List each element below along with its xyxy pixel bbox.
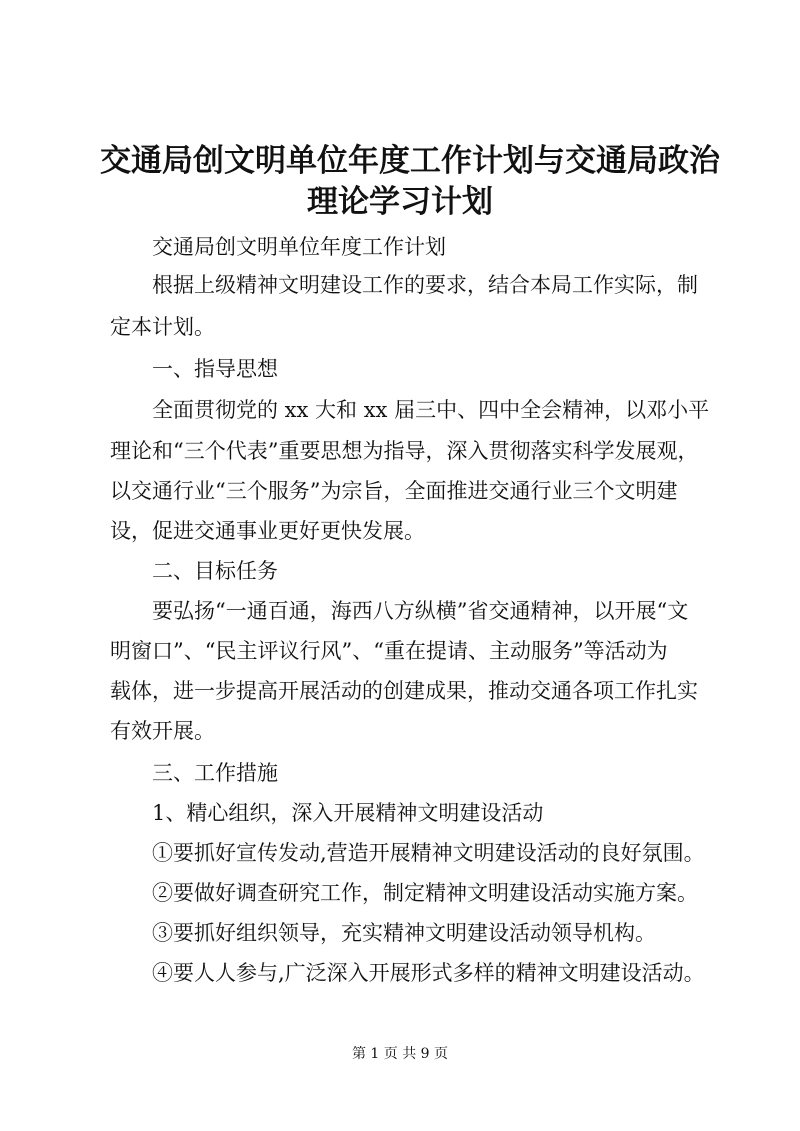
section-heading-plan: 交通局创文明单位年度工作计划 bbox=[152, 235, 446, 259]
paragraph-line: 理论和“三个代表”重要思想为指导，深入贯彻落实科学发展观， bbox=[110, 439, 699, 463]
paragraph-line: 根据上级精神文明建设工作的要求，结合本局工作实际，制 bbox=[152, 273, 698, 297]
section-heading-objectives: 二、目标任务 bbox=[152, 559, 278, 583]
list-item: ④要人人参与,广泛深入开展形式多样的精神文明建设活动。 bbox=[152, 961, 705, 985]
document-title-line-2: 理论学习计划 bbox=[307, 184, 493, 220]
paragraph-line: 载体，进一步提高开展活动的创建成果，推动交通各项工作扎实 bbox=[110, 679, 698, 703]
section-heading-guiding-ideology: 一、指导思想 bbox=[152, 357, 278, 381]
paragraph-line: 有效开展。 bbox=[110, 719, 215, 743]
paragraph-line: 定本计划。 bbox=[110, 315, 215, 339]
paragraph-line: 全面贯彻党的 xx 大和 xx 届三中、四中全会精神，以邓小平 bbox=[152, 398, 710, 422]
section-heading-measures: 三、工作措施 bbox=[152, 761, 278, 785]
list-item: ②要做好调查研究工作，制定精神文明建设活动实施方案。 bbox=[152, 881, 698, 905]
paragraph-line: 以交通行业“三个服务”为宗旨，全面推进交通行业三个文明建 bbox=[110, 479, 678, 503]
paragraph-line: 要弘扬“一通百通，海西八方纵横”省交通精神，以开展“文 bbox=[152, 599, 689, 623]
list-item: ①要抓好宣传发动,营造开展精神文明建设活动的良好氛围。 bbox=[152, 841, 705, 865]
list-item: ③要抓好组织领导，充实精神文明建设活动领导机构。 bbox=[152, 921, 656, 945]
subheading-organize: 1、精心组织，深入开展精神文明建设活动 bbox=[152, 801, 544, 825]
paragraph-line: 明窗口”、“民主评议行风”、“重在提请、主动服务”等活动为 bbox=[110, 639, 668, 663]
page-number-footer: 第 1 页 共 9 页 bbox=[351, 1046, 449, 1062]
paragraph-line: 设，促进交通事业更好更快发展。 bbox=[110, 519, 425, 543]
document-title-line-1: 交通局创文明单位年度工作计划与交通局政治 bbox=[100, 143, 720, 179]
